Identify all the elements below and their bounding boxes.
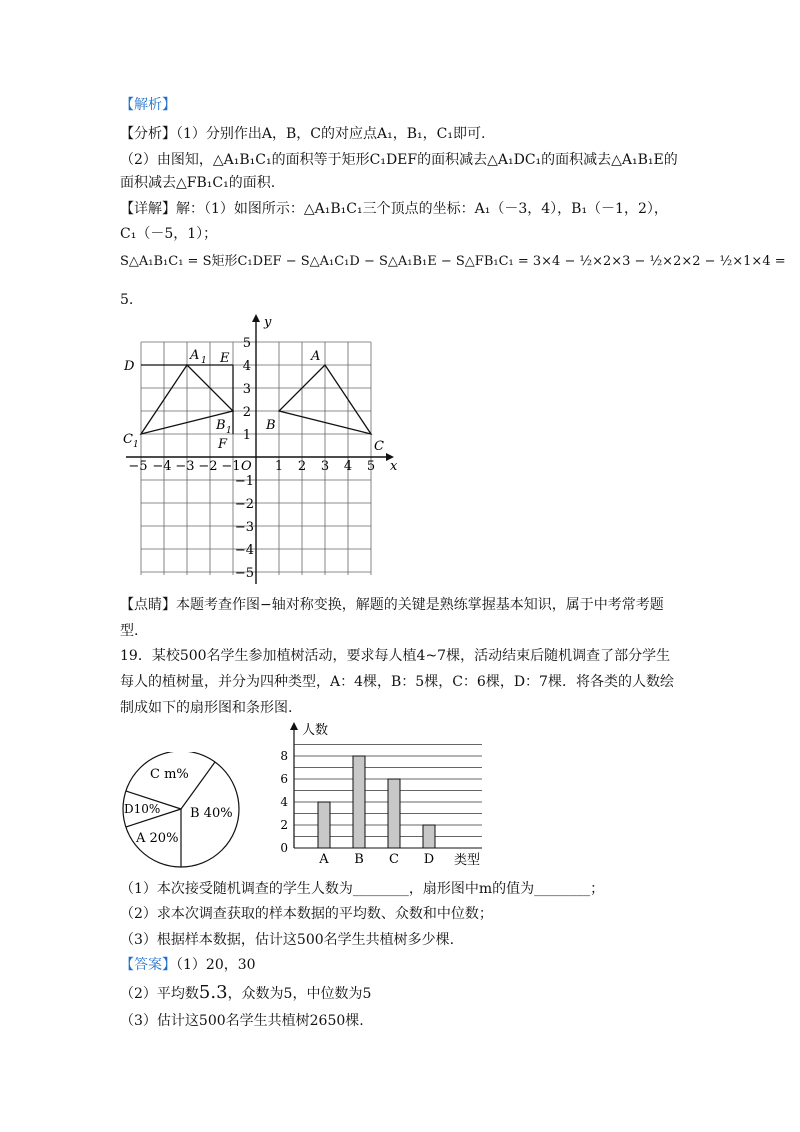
bar-C [388,779,400,848]
bar-chart [270,718,490,870]
label-A: A [311,349,321,364]
y-tick: −2 [234,497,254,512]
label-C: C [374,439,384,454]
label-F: F [218,437,228,452]
bar-x-tick: C [389,852,399,867]
y-tick: 3 [242,382,251,397]
label-A1-sub: 1 [201,356,207,366]
bar-x-tick: A [319,852,329,867]
x-tick-labels [128,459,375,474]
label-B1-sub: 1 [226,426,232,436]
xiangjie-line [120,199,668,219]
coordinate-grid-figure [118,312,408,590]
xiangjie-line-2: C₁（－5，1）； [120,226,218,242]
figure-number: 5. [120,292,134,308]
dianjing-line-2: 型. [120,623,139,639]
x-tick: −1 [221,459,241,474]
y-tick: 1 [242,428,251,443]
bar-x-ticks [318,852,434,867]
bar-y-ticks [280,749,288,855]
answer-1: （1）20，30 [176,957,256,973]
bar-D [423,825,435,848]
y-axis-label: y [264,315,272,330]
fenxi-line-2: （2）由图知，△A₁B₁C₁的面积等于矩形C₁DEF的面积减去△A₁DC₁的面积减去△A₁B₁E的 [120,152,678,168]
label-A1: A [190,348,200,363]
bar-A [318,802,330,848]
label-C1-sub: 1 [133,440,139,450]
sub-question-3: （3）根据样本数据，估计这500名学生共植树多少棵. [120,932,455,948]
sub-question-2: （2）求本次调查获取的样本数据的平均数、众数和中位数； [120,906,493,922]
sub-question-1: （1）本次接受随机调查的学生人数为________，扇形图中m的值为________； [120,881,605,897]
bar-y-tick: 2 [280,818,288,832]
bar-B [353,756,365,848]
y-tick: −5 [234,566,254,581]
pie-label-d: D10% [124,802,161,816]
bar-y-label: 人数 [302,723,329,738]
label-C1: C [123,432,133,447]
dianjing-text: 本题考查作图−轴对称变换，解题的关键是熟练掌握基本知识，属于中考常考题 [176,597,664,613]
origin-label: O [241,459,252,474]
answer-line-3: （3）估计这500名学生共植树2650棵. [120,1013,364,1029]
pie-label-a: A 20% [136,831,179,846]
answer-2-pre: （2）平均数 [120,986,199,1002]
answer-line-1 [120,955,256,975]
bar-y-tick: 0 [280,841,288,855]
x-tick: 2 [297,459,307,474]
xiangjie-tag: 【详解】 [120,201,176,217]
bar-x-tick: B [354,852,364,867]
bar-x-tick: D [423,852,435,867]
bar-x-label: 类型 [454,853,481,868]
y-tick: −4 [234,543,254,558]
y-tick: −3 [234,520,254,535]
q19-line-3: 制成如下的扇形图和条形图. [120,700,293,716]
x-tick: −4 [152,459,172,474]
fenxi-tag: 【分析】 [120,126,176,142]
label-D: D [124,359,135,374]
bar-y-tick: 8 [280,749,288,763]
y-tick: −1 [234,474,254,489]
x-tick: 5 [366,459,376,474]
label-B1: B [216,418,226,433]
answer-line-2 [120,983,371,1004]
x-tick: −2 [198,459,218,474]
x-tick: 4 [343,459,353,474]
label-B: B [266,418,276,433]
xiangjie-text: 解：（1）如图所示：△A₁B₁C₁三个顶点的坐标：A₁（－3，4），B₁（－1，2）， [176,201,668,217]
y-tick: 4 [242,359,251,374]
fenxi-line-3: 面积减去△FB₁C₁的面积. [120,175,276,191]
dianjing-tag: 【点睛】 [120,597,176,613]
formula-text: S△A₁B₁C₁ = S矩形C₁DEF − S△A₁C₁D − S△A₁B₁E − S△FB₁C₁ = 3×4 − ½×2×3 − ½×2×2 − ½×1×4 = [120,254,786,269]
y-tick: 2 [242,405,251,420]
answer-tag: 【答案】 [120,957,176,973]
x-tick: −3 [175,459,195,474]
x-axis-label: x [390,459,398,474]
label-E: E [220,351,230,366]
formula-line [120,252,786,272]
y-tick: 5 [242,336,251,351]
q19-line-1: 19．某校500名学生参加植树活动，要求每人植4~7棵，活动结束后随机调查了部分学生 [120,648,671,664]
pie-label-c: C m% [150,767,189,782]
bar-y-tick: 4 [280,795,288,809]
x-tick: 1 [274,459,284,474]
q19-line-2: 每人的植树量，并分为四种类型，A：4棵，B：5棵，C：6棵，D：7棵．将各类的人数绘 [120,674,674,690]
answer-2-post: ，众数为5，中位数为5 [227,986,372,1002]
bar-y-tick: 6 [280,772,288,786]
bar-y-axis-arrow [290,722,298,730]
pie-chart [118,752,244,872]
pie-label-b: B 40% [190,806,233,821]
fenxi-line [120,124,485,144]
x-tick: −5 [128,459,148,474]
dianjing-line [120,595,664,615]
y-axis-arrow [252,314,260,322]
fenxi-text: （1）分别作出A，B，C的对应点A₁，B₁，C₁即可. [176,126,486,142]
analysis-heading: 【解析】 [120,97,176,113]
answer-2-mean: 5.3 [198,982,228,1003]
x-tick: 3 [320,459,330,474]
